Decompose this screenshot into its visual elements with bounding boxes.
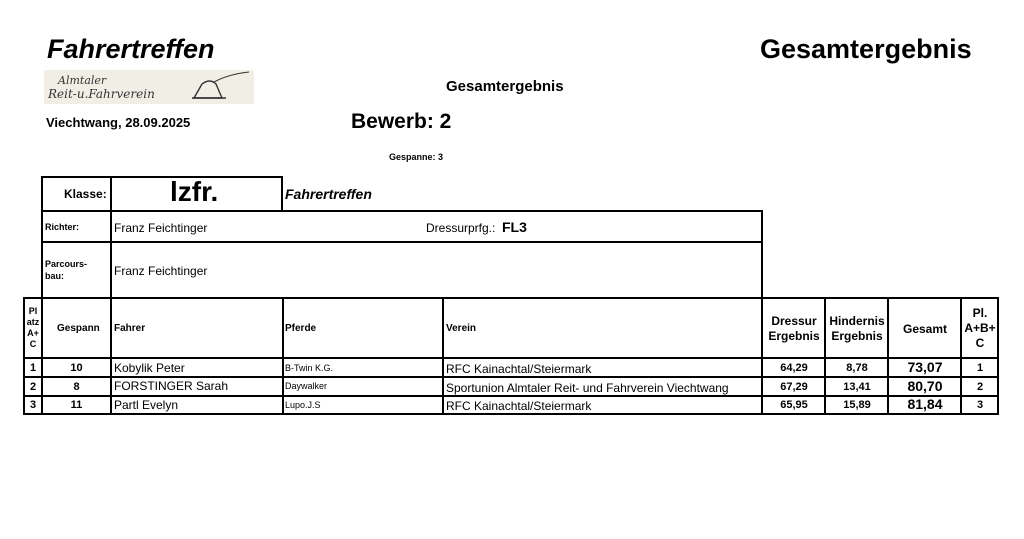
- judge-label: Richter:: [45, 222, 80, 232]
- class-value: lzfr.: [170, 176, 219, 207]
- col-header-verein: Verein: [446, 323, 477, 334]
- competition-number: Bewerb: 2: [351, 110, 452, 133]
- table-row-3-gespann: 11: [70, 399, 83, 411]
- table-row-3-platz: 3: [29, 399, 37, 411]
- col-header-hindernis: Hindernis Ergebnis: [829, 314, 885, 343]
- table-row-3-verein: RFC Kainachtal/Steiermark: [446, 399, 592, 413]
- results-title: Gesamtergebnis: [760, 34, 972, 64]
- team-count: Gespanne: 3: [389, 152, 444, 162]
- table-row-2-hindernis: 13,41: [843, 381, 871, 393]
- class-label: Klasse:: [64, 187, 107, 201]
- table-row-2-fahrer: FORSTINGER Sarah: [114, 379, 229, 393]
- table-row-3-pferde: Lupo.J.S: [285, 400, 321, 410]
- subtitle: Gesamtergebnis: [446, 78, 564, 95]
- col-header-dressur: Dressur Ergebnis: [768, 314, 820, 343]
- table-row-2-pferde: Daywalker: [285, 381, 328, 391]
- col-header-platz: Pl atz A+ C: [26, 306, 40, 349]
- col-header-gesamt: Gesamt: [902, 322, 948, 336]
- dressage-test-label: Dressurprfg.:: [426, 221, 496, 235]
- col-header-fahrer: Fahrer: [114, 323, 146, 334]
- table-row-3-hindernis: 15,89: [843, 399, 871, 411]
- dressage-test-value: FL3: [502, 219, 527, 235]
- class-name: Fahrertreffen: [285, 186, 372, 202]
- event-title: Fahrertreffen: [47, 34, 215, 64]
- table-row-1-gespann: 10: [70, 362, 83, 374]
- svg-text:Reit-u.Fahrverein: Reit-u.Fahrverein: [48, 87, 155, 101]
- judge-value: Franz Feichtinger: [114, 221, 208, 235]
- col-header-gespann: Gespann: [57, 323, 100, 334]
- place-date: Viechtwang, 28.09.2025: [46, 115, 191, 130]
- svg-text:Almtaler: Almtaler: [58, 74, 107, 87]
- col-header-pferde: Pferde: [285, 323, 317, 334]
- table-row-3-gesamt: 81,84: [907, 396, 943, 412]
- table-row-2-pl: 2: [976, 381, 984, 393]
- table-row-3-fahrer: Partl Evelyn: [114, 398, 179, 412]
- table-row-1-hindernis: 8,78: [846, 362, 868, 374]
- club-logo: [44, 70, 254, 104]
- course-builder-value: Franz Feichtinger: [114, 264, 208, 278]
- table-row-1-gesamt: 73,07: [907, 359, 943, 375]
- table-row-1-platz: 1: [29, 362, 37, 374]
- col-header-pl: Pl. A+B+ C: [964, 306, 996, 350]
- table-row-2-verein: Sportunion Almtaler Reit- und Fahrverein Viechtwang: [446, 381, 729, 395]
- table-row-2-platz: 2: [29, 381, 37, 393]
- table-row-1-pferde: B-Twin K.G.: [285, 363, 334, 373]
- table-row-2-gesamt: 80,70: [907, 378, 943, 394]
- table-row-1-dressur: 64,29: [780, 362, 808, 374]
- table-row-3-pl: 3: [976, 399, 984, 411]
- table-row-1-fahrer: Kobylik Peter: [114, 361, 185, 375]
- course-builder-label-2: bau:: [45, 271, 64, 281]
- table-row-2-gespann: 8: [73, 381, 80, 393]
- table-row-1-pl: 1: [976, 362, 984, 374]
- table-row-2-dressur: 67,29: [780, 381, 808, 393]
- course-builder-label-1: Parcours-: [45, 259, 88, 269]
- table-row-3-dressur: 65,95: [780, 399, 808, 411]
- table-row-1-verein: RFC Kainachtal/Steiermark: [446, 362, 592, 376]
